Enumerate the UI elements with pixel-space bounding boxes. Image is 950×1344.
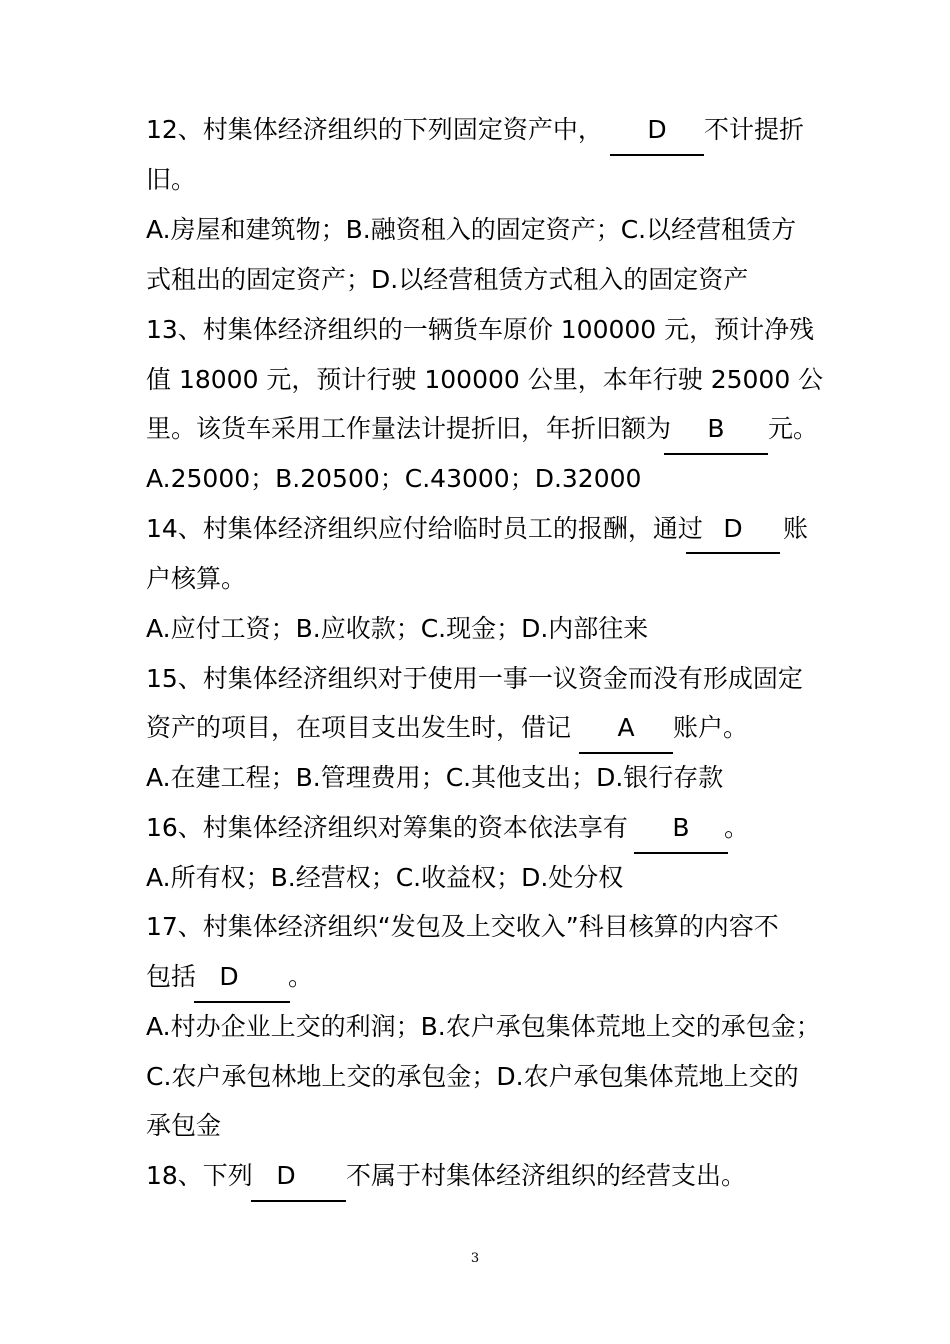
q17-stem-tail: 。	[288, 962, 314, 991]
q14-stem-tail: 账	[783, 514, 809, 543]
q12-answer: D	[647, 115, 667, 144]
q16-answer-blank	[634, 852, 728, 854]
q15-stem-line1: 15、村集体经济组织对于使用一事一议资金而没有形成固定	[146, 664, 803, 693]
q17-answer: D	[219, 962, 239, 991]
q14-options-line1: A.应付工资；B.应收款；C.现金；D.内部往来	[146, 614, 649, 643]
q17-stem-line2: 包括	[146, 962, 197, 991]
q13-stem-line1: 13、村集体经济组织的一辆货车原价 100000 元，预计净残	[146, 315, 815, 344]
q13-answer-blank	[664, 453, 768, 455]
q17-answer-blank	[194, 1001, 290, 1003]
q16-stem-line1: 16、村集体经济组织对筹集的资本依法享有	[146, 813, 628, 842]
q18-answer-blank	[251, 1200, 346, 1202]
q18-stem-tail: 不属于村集体经济组织的经营支出。	[346, 1161, 747, 1190]
q12-options-line1: A.房屋和建筑物；B.融资租入的固定资产；C.以经营租赁方	[146, 215, 797, 244]
q17-options-line3: 承包金	[146, 1111, 222, 1140]
q15-answer: A	[617, 713, 635, 742]
q15-stem-tail: 账户。	[673, 713, 749, 742]
q15-answer-blank	[579, 752, 673, 754]
q12-stem-tail: 不计提折	[704, 115, 805, 144]
q15-stem-line2: 资产的项目，在项目支出发生时，借记	[146, 713, 572, 742]
q13-answer: B	[707, 414, 725, 443]
q13-stem-line3: 里。该货车采用工作量法计提折旧，年折旧额为	[146, 414, 672, 443]
q14-answer-blank	[686, 552, 780, 554]
q18-stem-line1: 18、下列	[146, 1161, 253, 1190]
q17-stem-line1: 17、村集体经济组织“发包及上交收入”科目核算的内容不	[146, 912, 779, 941]
q14-stem-line1: 14、村集体经济组织应付给临时员工的报酬，通过	[146, 514, 703, 543]
q17-options-line1: A.村办企业上交的利润；B.农户承包集体荒地上交的承包金；	[146, 1012, 821, 1041]
q14-answer: D	[723, 514, 743, 543]
q13-options-line1: A.25000；B.20500；C.43000；D.32000	[146, 464, 642, 493]
q17-options-line2: C.农户承包林地上交的承包金；D.农户承包集体荒地上交的	[146, 1062, 799, 1091]
q18-answer: D	[276, 1161, 296, 1190]
q12-options-line2: 式租出的固定资产；D.以经营租赁方式租入的固定资产	[146, 265, 749, 294]
q12-stem-line2: 旧。	[146, 165, 197, 194]
q13-stem-tail: 元。	[768, 414, 819, 443]
page-number: 3	[470, 1251, 480, 1266]
q16-options-line1: A.所有权；B.经营权；C.收益权；D.处分权	[146, 863, 624, 892]
q12-stem-line1: 12、村集体经济组织的下列固定资产中，	[146, 115, 603, 144]
q15-options-line1: A.在建工程；B.管理费用；C.其他支出；D.银行存款	[146, 763, 724, 792]
q13-stem-line2: 值 18000 元，预计行驶 100000 公里，本年行驶 25000 公	[146, 365, 824, 394]
q14-stem-line2: 户核算。	[146, 564, 247, 593]
q16-answer: B	[672, 813, 690, 842]
q16-stem-tail: 。	[724, 813, 750, 842]
q12-answer-blank	[610, 154, 704, 156]
